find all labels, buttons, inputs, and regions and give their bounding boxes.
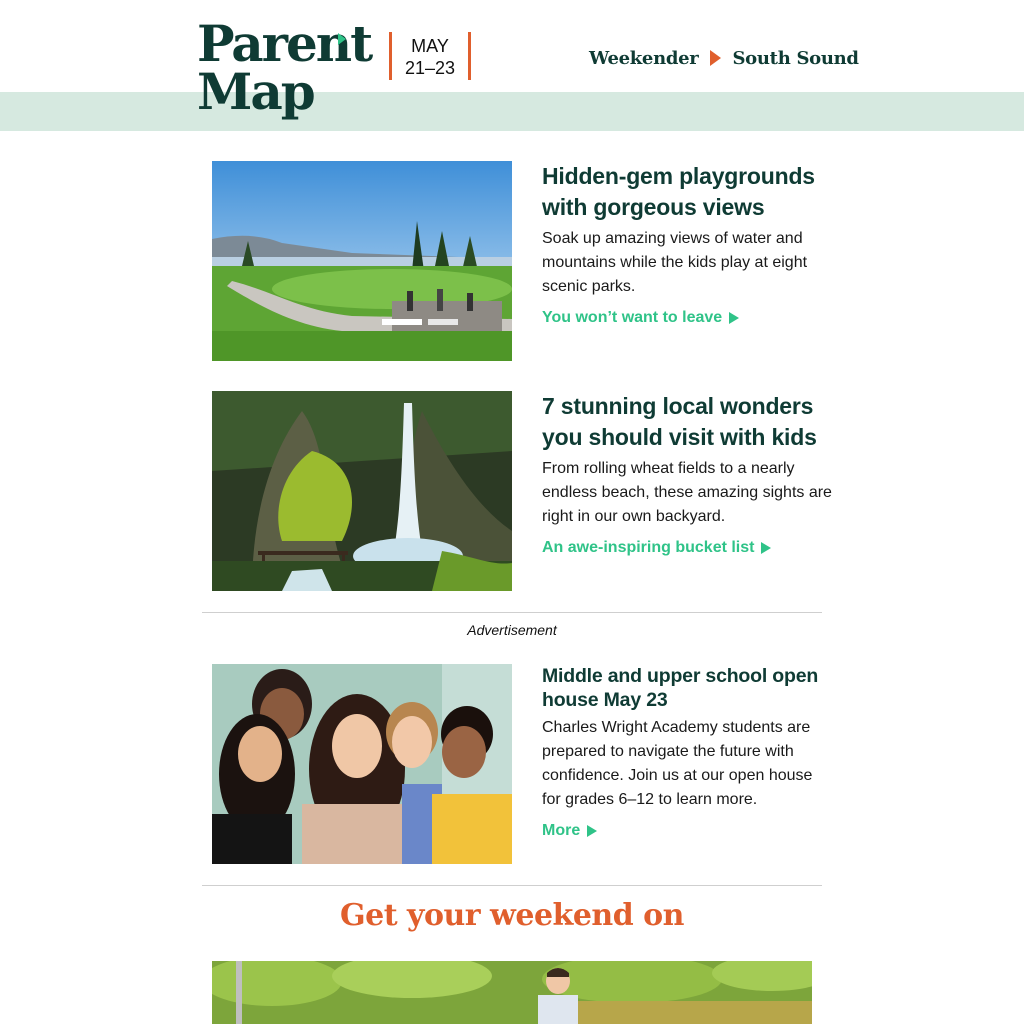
article-card: [212, 161, 822, 361]
play-arrow-icon: [587, 825, 597, 837]
advertisement-label: Advertisement: [467, 622, 557, 638]
ad-cta-link[interactable]: [542, 822, 597, 840]
logo-line-2: Map: [197, 62, 314, 121]
article-card: [212, 391, 832, 591]
garden-photo[interactable]: [212, 961, 812, 1024]
divider: [202, 885, 822, 886]
ad-cta-label: More: [542, 822, 581, 839]
issue-month: MAY: [411, 36, 449, 56]
logo-play-icon: [338, 33, 346, 45]
play-arrow-icon: [729, 312, 739, 324]
article-cta-link[interactable]: [542, 309, 739, 327]
play-arrow-icon: [761, 542, 771, 554]
waterfall-photo[interactable]: [212, 391, 512, 591]
ad-title[interactable]: Middle and upper school open house May 23: [542, 665, 819, 711]
ad-card: [212, 664, 822, 864]
section-title: Get your weekend on: [340, 898, 684, 933]
nav-south-sound[interactable]: South Sound: [732, 47, 859, 69]
ad-description: Charles Wright Academy students are prepared to navigate the future with confidence. Join us at our open house for grades 6–12 to learn more.: [542, 719, 813, 808]
header: [0, 0, 1024, 131]
article-cta-label: You won’t want to leave: [542, 309, 723, 326]
article-title[interactable]: Hidden-gem playgrounds with gorgeous views: [542, 163, 815, 220]
issue-date: [389, 32, 471, 80]
article-title[interactable]: 7 stunning local wonders you should visit with kids: [542, 393, 817, 450]
nav-separator-arrow-icon: [710, 50, 721, 66]
article-cta-label: An awe-inspiring bucket list: [542, 539, 755, 556]
article-text: [542, 391, 832, 557]
nav-weekender[interactable]: Weekender: [589, 47, 699, 69]
playground-photo[interactable]: [212, 161, 512, 361]
logo-line-1: Parent: [197, 14, 372, 73]
students-photo[interactable]: [212, 664, 512, 864]
edition-nav: [589, 44, 859, 72]
article-text: [542, 161, 832, 327]
article-description: From rolling wheat fields to a nearly endless beach, these amazing sights are right in our own backyard.: [542, 460, 832, 525]
divider: [202, 612, 822, 613]
ad-text: [542, 664, 832, 840]
parentmap-logo[interactable]: [197, 14, 372, 121]
issue-days: 21–23: [404, 58, 456, 78]
article-cta-link[interactable]: [542, 539, 771, 557]
article-description: Soak up amazing views of water and mountains while the kids play at eight scenic parks.: [542, 230, 808, 295]
